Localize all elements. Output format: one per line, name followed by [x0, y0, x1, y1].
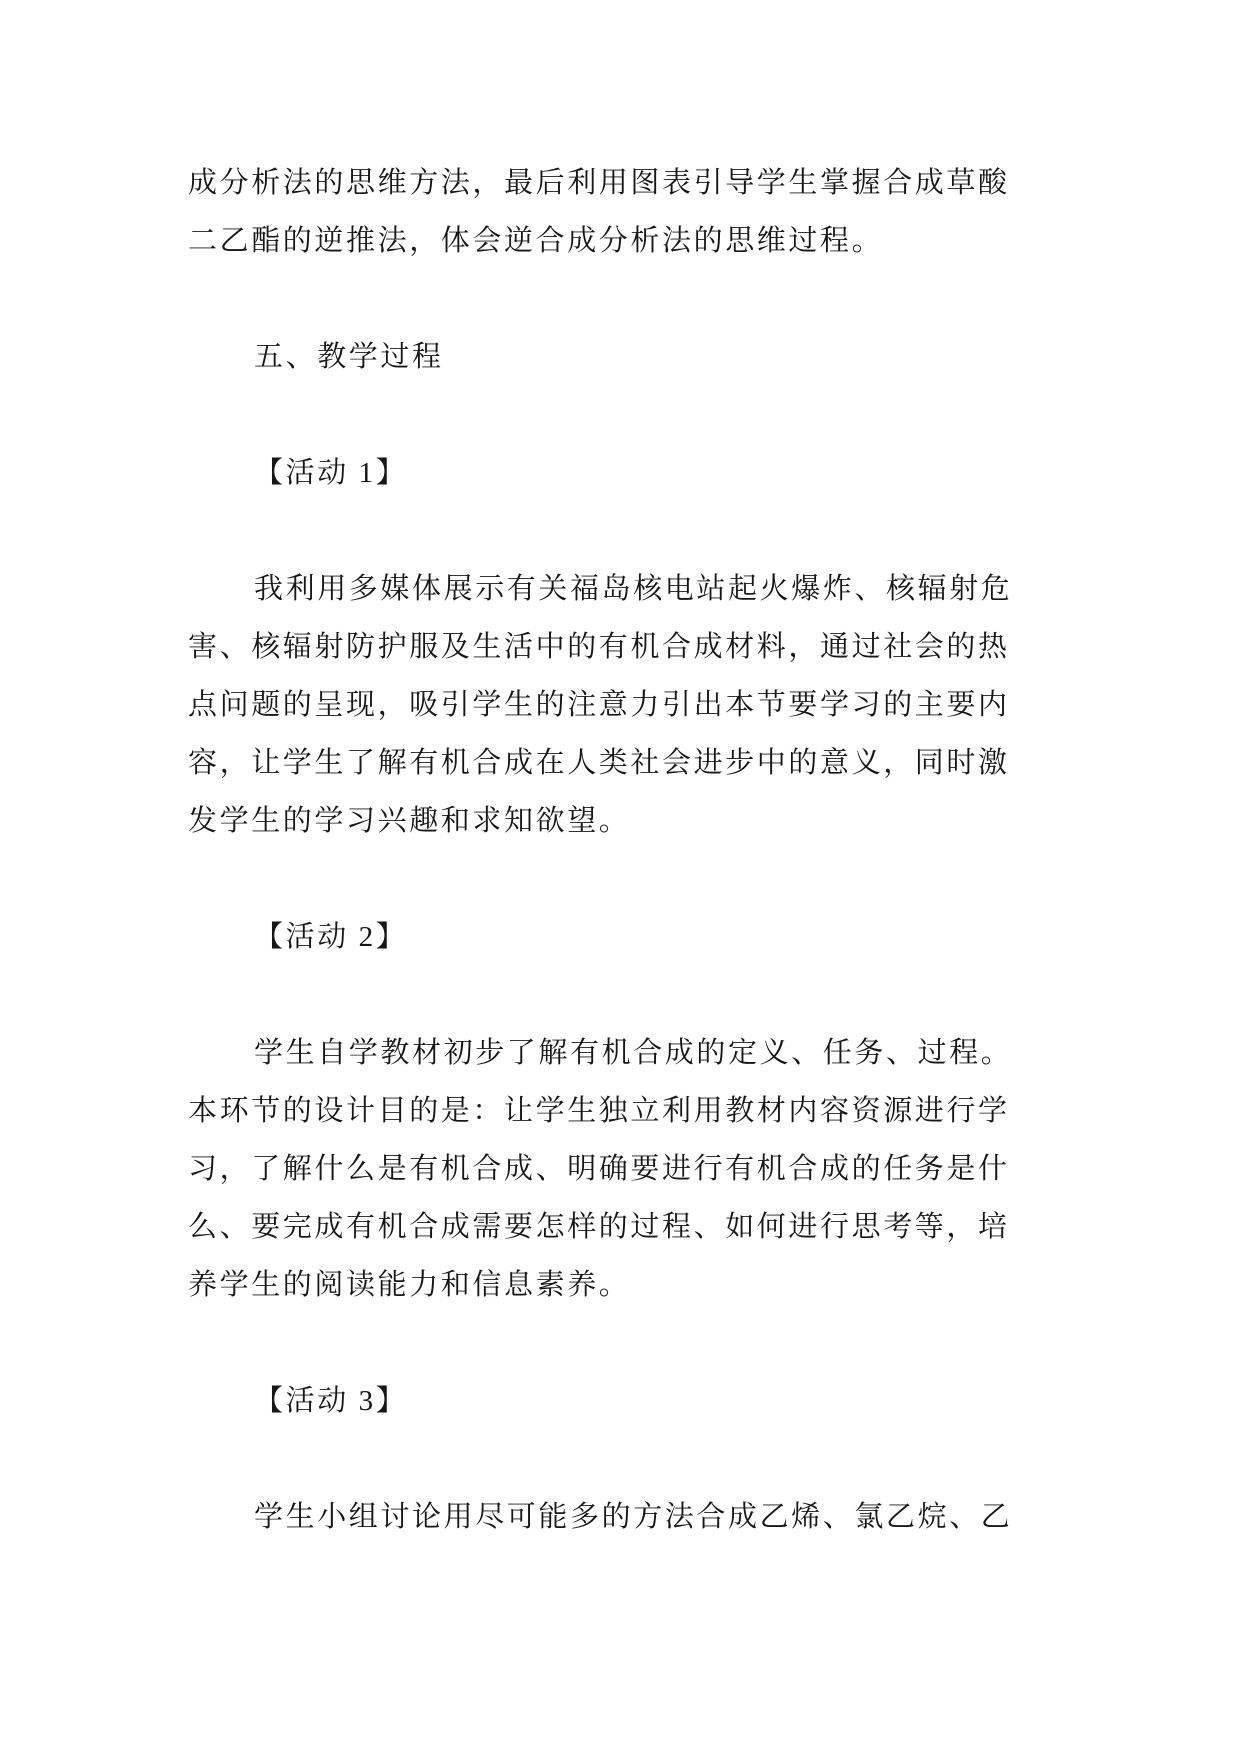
paragraph-line: 学生小组讨论用尽可能多的方法合成乙烯、氯乙烷、乙	[254, 1501, 1013, 1533]
blank-line	[188, 850, 1068, 908]
blank-line	[188, 270, 1068, 328]
paragraph-line: 成分析法的思维方法，最后利用图表引导学生掌握合成草酸	[188, 167, 1010, 199]
activity-1-title: 【活动 1】	[254, 457, 408, 489]
paragraph-line: 点问题的呈现，吸引学生的注意力引出本节要学习的主要内	[188, 689, 1010, 721]
activity-1-paragraph	[188, 560, 1068, 850]
activity-2-paragraph	[188, 1024, 1068, 1314]
activity-3-paragraph	[188, 1488, 1068, 1546]
blank-line	[188, 502, 1068, 560]
blank-line	[188, 1430, 1068, 1488]
document-body	[188, 154, 1068, 1546]
paragraph-line: 本环节的设计目的是：让学生独立利用教材内容资源进行学	[188, 1095, 1010, 1127]
intro-paragraph	[188, 154, 1068, 270]
paragraph-line: 容，让学生了解有机合成在人类社会进步中的意义，同时激	[188, 747, 1010, 779]
blank-line	[188, 966, 1068, 1024]
blank-line	[188, 1314, 1068, 1372]
paragraph-line: 习，了解什么是有机合成、明确要进行有机合成的任务是什	[188, 1153, 1010, 1185]
activity-3-title: 【活动 3】	[254, 1385, 408, 1417]
section-heading: 五、教学过程	[254, 341, 444, 373]
paragraph-line: 养学生的阅读能力和信息素养。	[188, 1269, 631, 1301]
activity-2-title: 【活动 2】	[254, 921, 408, 953]
paragraph-line: 二乙酯的逆推法，体会逆合成分析法的思维过程。	[188, 225, 884, 257]
paragraph-line: 害、核辐射防护服及生活中的有机合成材料，通过社会的热	[188, 631, 1010, 663]
paragraph-line: 发学生的学习兴趣和求知欲望。	[188, 805, 631, 837]
blank-line	[188, 386, 1068, 444]
paragraph-line: 么、要完成有机合成需要怎样的过程、如何进行思考等，培	[188, 1211, 1010, 1243]
paragraph-line: 我利用多媒体展示有关福岛核电站起火爆炸、核辐射危	[254, 573, 1013, 605]
paragraph-line: 学生自学教材初步了解有机合成的定义、任务、过程。	[254, 1037, 1013, 1069]
